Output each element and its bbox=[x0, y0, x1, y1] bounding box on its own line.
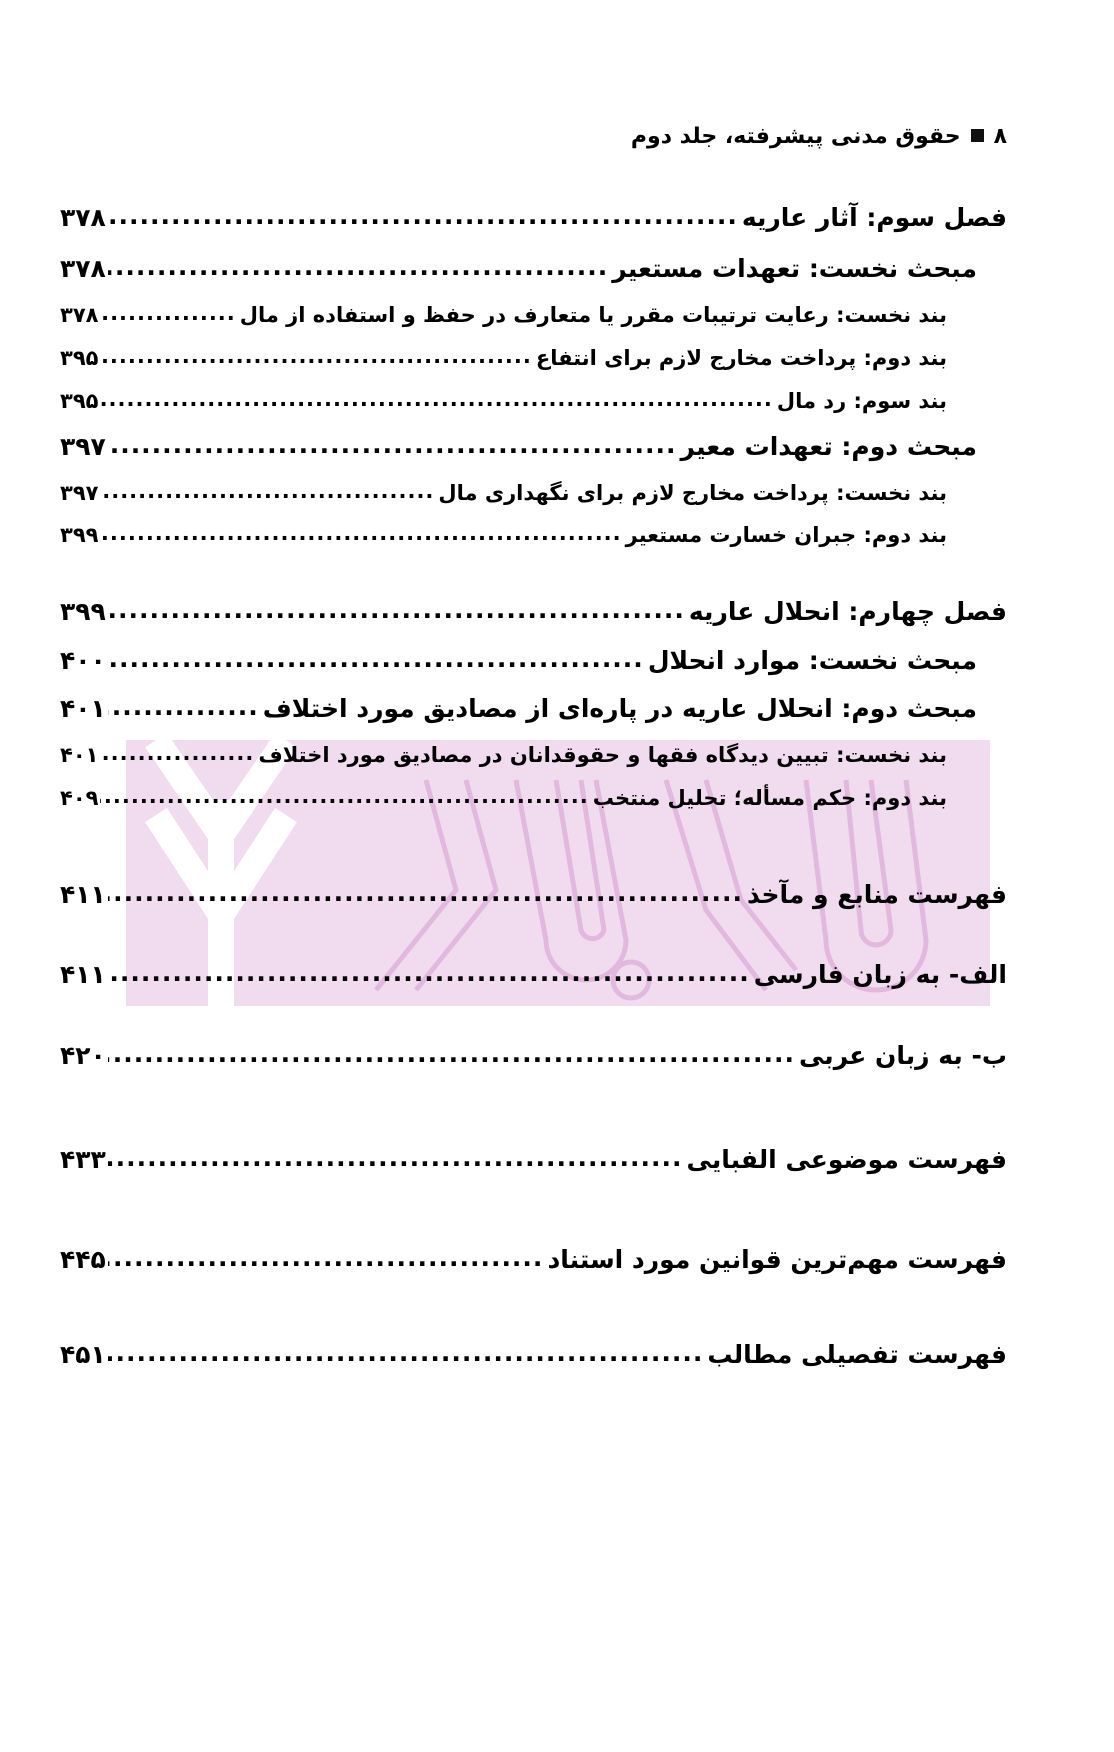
dot-leader bbox=[108, 692, 259, 721]
toc-entry-page-number: ۴۱۱ bbox=[60, 880, 106, 909]
toc-entry-title: فهرست موضوعی الفبایی bbox=[686, 1145, 1007, 1174]
toc-entry-page-number: ۳۷۸ bbox=[60, 203, 106, 232]
toc-entry-section bbox=[60, 646, 977, 675]
toc-entry-page-number: ۳۷۸ bbox=[60, 303, 99, 327]
toc-entry-sub bbox=[60, 1041, 1007, 1070]
toc-entry-page-number: ۴۳۳ bbox=[60, 1145, 106, 1174]
toc-entry-title: الف- به زبان فارسی bbox=[753, 960, 1007, 989]
toc-entry-page-number: ۳۹۵ bbox=[60, 346, 99, 370]
toc-entry-title: فصل سوم: آثار عاریه bbox=[741, 203, 1007, 232]
toc-entry-page-number: ۴۱۱ bbox=[60, 960, 106, 989]
toc-entry-title: بند دوم: حکم مسأله؛ تحلیل منتخب bbox=[592, 786, 947, 810]
toc-entry-title: فصل چهارم: انحلال عاریه bbox=[688, 597, 1007, 626]
toc-entry-item bbox=[60, 346, 947, 370]
dot-leader bbox=[108, 1243, 544, 1272]
toc-entry-section bbox=[60, 254, 977, 283]
running-head bbox=[631, 124, 1007, 149]
dot-leader bbox=[100, 344, 531, 368]
dot-leader bbox=[100, 301, 235, 325]
toc-entry-title: مبحث نخست: موارد انحلال bbox=[647, 646, 977, 675]
dot-leader bbox=[108, 430, 677, 459]
toc-entry-chapter bbox=[60, 597, 1007, 626]
toc-entry-item bbox=[60, 523, 947, 547]
toc-entry-title: بند نخست: پرداخت مخارج لازم برای نگهداری مال bbox=[438, 481, 947, 505]
dot-leader bbox=[108, 1338, 704, 1367]
toc-entry-page-number: ۳۹۷ bbox=[60, 481, 99, 505]
toc-entry-title: فهرست منابع و مآخذ bbox=[747, 880, 1007, 909]
toc-entry-page-number: ۴۰۹ bbox=[60, 786, 99, 810]
toc-entry-page-number: ۳۹۹ bbox=[60, 597, 106, 626]
toc-entry-index bbox=[60, 880, 1007, 909]
toc-entry-sub bbox=[60, 960, 1007, 989]
dot-leader bbox=[108, 1143, 683, 1172]
black-square-icon bbox=[971, 129, 984, 142]
toc-entry-title: مبحث دوم: تعهدات معیر bbox=[680, 432, 977, 461]
toc-entry-page-number: ۳۹۹ bbox=[60, 523, 99, 547]
toc-entry-title: ب- به زبان عربی bbox=[799, 1041, 1007, 1070]
toc-entry-index bbox=[60, 1145, 1007, 1174]
dot-leader bbox=[100, 784, 588, 808]
dot-leader bbox=[108, 958, 750, 987]
dot-leader bbox=[108, 1039, 795, 1068]
toc-entry-page-number: ۴۰۱ bbox=[60, 694, 106, 723]
toc-entry-item bbox=[60, 481, 947, 505]
dot-leader bbox=[100, 741, 254, 765]
toc-entry-chapter bbox=[60, 203, 1007, 232]
book-title: حقوق مدنی پیشرفته، جلد دوم bbox=[630, 124, 961, 149]
dot-leader bbox=[108, 644, 644, 673]
toc-entry-title: بند دوم: جبران خسارت مستعیر bbox=[625, 523, 947, 547]
toc-entry-title: بند نخست: رعایت ترتیبات مقرر یا متعارف در حفظ و استفاده از مال bbox=[239, 303, 947, 327]
dot-leader bbox=[108, 252, 609, 281]
dot-leader bbox=[100, 479, 434, 503]
toc-entry-page-number: ۳۹۵ bbox=[60, 389, 99, 413]
toc-entry-item bbox=[60, 786, 947, 810]
toc-entry-item bbox=[60, 303, 947, 327]
toc-entry-title: فهرست مهم‌ترین قوانین مورد استناد bbox=[547, 1245, 1007, 1274]
toc-entry-page-number: ۳۷۸ bbox=[60, 254, 106, 283]
toc-entry-index bbox=[60, 1245, 1007, 1274]
toc-entry-page-number: ۴۴۵ bbox=[60, 1245, 106, 1274]
dot-leader bbox=[108, 595, 685, 624]
dot-leader bbox=[100, 387, 772, 411]
toc-entry-title: بند سوم: رد مال bbox=[776, 389, 947, 413]
toc-entry-page-number: ۳۹۷ bbox=[60, 432, 106, 461]
toc-entry-title: بند دوم: پرداخت مخارج لازم برای انتفاع bbox=[535, 346, 947, 370]
toc-entry-index bbox=[60, 1340, 1007, 1369]
dot-leader bbox=[108, 201, 738, 230]
dot-leader bbox=[100, 521, 621, 545]
toc-entry-title: مبحث دوم: انحلال عاریه در پاره‌ای از مصادیق مورد اختلاف bbox=[262, 694, 977, 723]
page-number: ۸ bbox=[993, 124, 1007, 149]
toc-entry-title: بند نخست: تبیین دیدگاه فقها و حقوقدانان در مصادیق مورد اختلاف bbox=[258, 743, 947, 767]
toc-entry-title: فهرست تفصیلی مطالب bbox=[707, 1340, 1007, 1369]
toc-entry-page-number: ۴۰۰ bbox=[60, 646, 106, 675]
toc-entry-page-number: ۴۰۱ bbox=[60, 743, 99, 767]
toc-entry-page-number: ۴۲۰ bbox=[60, 1041, 106, 1070]
toc-entry-section bbox=[60, 694, 977, 723]
toc-entry-item bbox=[60, 389, 947, 413]
toc-entry-title: مبحث نخست: تعهدات مستعیر bbox=[612, 254, 977, 283]
dot-leader bbox=[108, 878, 743, 907]
toc-entry-item bbox=[60, 743, 947, 767]
toc-entry-page-number: ۴۵۱ bbox=[60, 1340, 106, 1369]
toc-entry-section bbox=[60, 432, 977, 461]
